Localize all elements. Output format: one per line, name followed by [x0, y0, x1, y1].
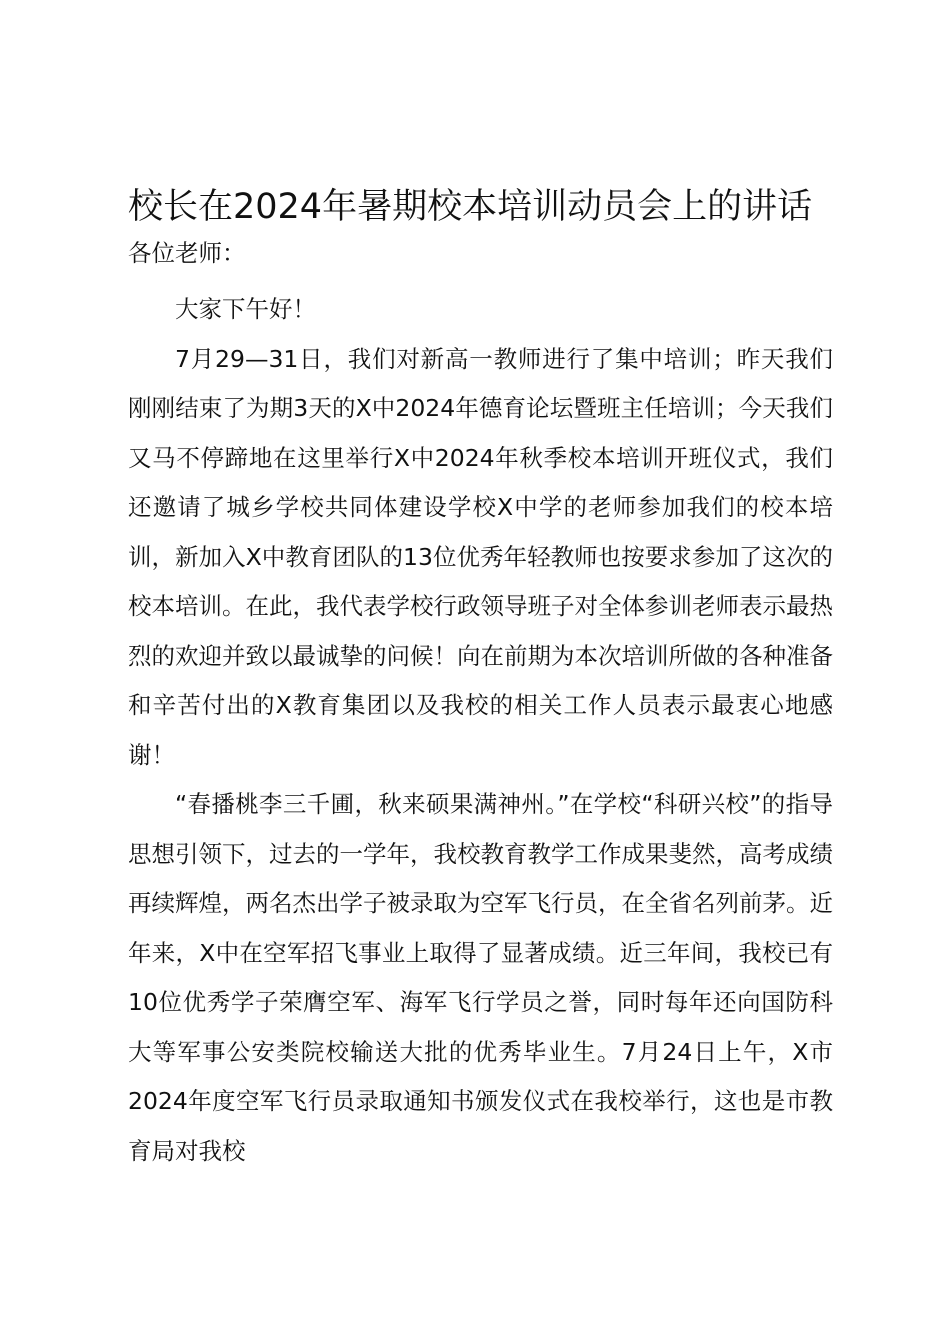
paragraph-training-overview: 7月29—31日，我们对新高一教师进行了集中培训；昨天我们刚刚结束了为期3天的X中2024年德育论坛暨班主任培训；今天我们又马不停蹄地在这里举行X中2024年秋季校本培训开班仪式，我们还邀请了城乡学校共同体建设学校X中学的老师参加我们的校本培训，新加入X中教育团队的13位优秀年轻教师也按要求参加了这次的校本培训。在此，我代表学校行政领导班子对全体参训老师表示最热烈的欢迎并致以最诚挚的问候！向在前期为本次培训所做的各种准备和辛苦付出的X教育集团以及我校的相关工作人员表示最衷心地感谢！ [128, 344, 833, 769]
salutation: 各位老师： [128, 239, 246, 267]
document-body [128, 285, 833, 1176]
paragraph-greeting: 大家下午好！ [175, 295, 316, 323]
paragraph-achievements: “春播桃李三千圃，秋来硕果满神州。”在学校“科研兴校”的指导思想引领下，过去的一学年，我校教育教学工作成果斐然，高考成绩再续辉煌，两名杰出学子被录取为空军飞行员，在全省名列前茅。近年来，X中在空军招飞事业上取得了显著成绩。近三年间，我校已有10位优秀学子荣膺空军、海军飞行学员之誉，同时每年还向国防科大等军事公安类院校输送大批的优秀毕业生。7月24日上午，X市2024年度空军飞行员录取通知书颁发仪式在我校举行，这也是市教育局对我校 [128, 790, 833, 1165]
document-title: 校长在2024年暑期校本培训动员会上的讲话 [128, 187, 813, 227]
